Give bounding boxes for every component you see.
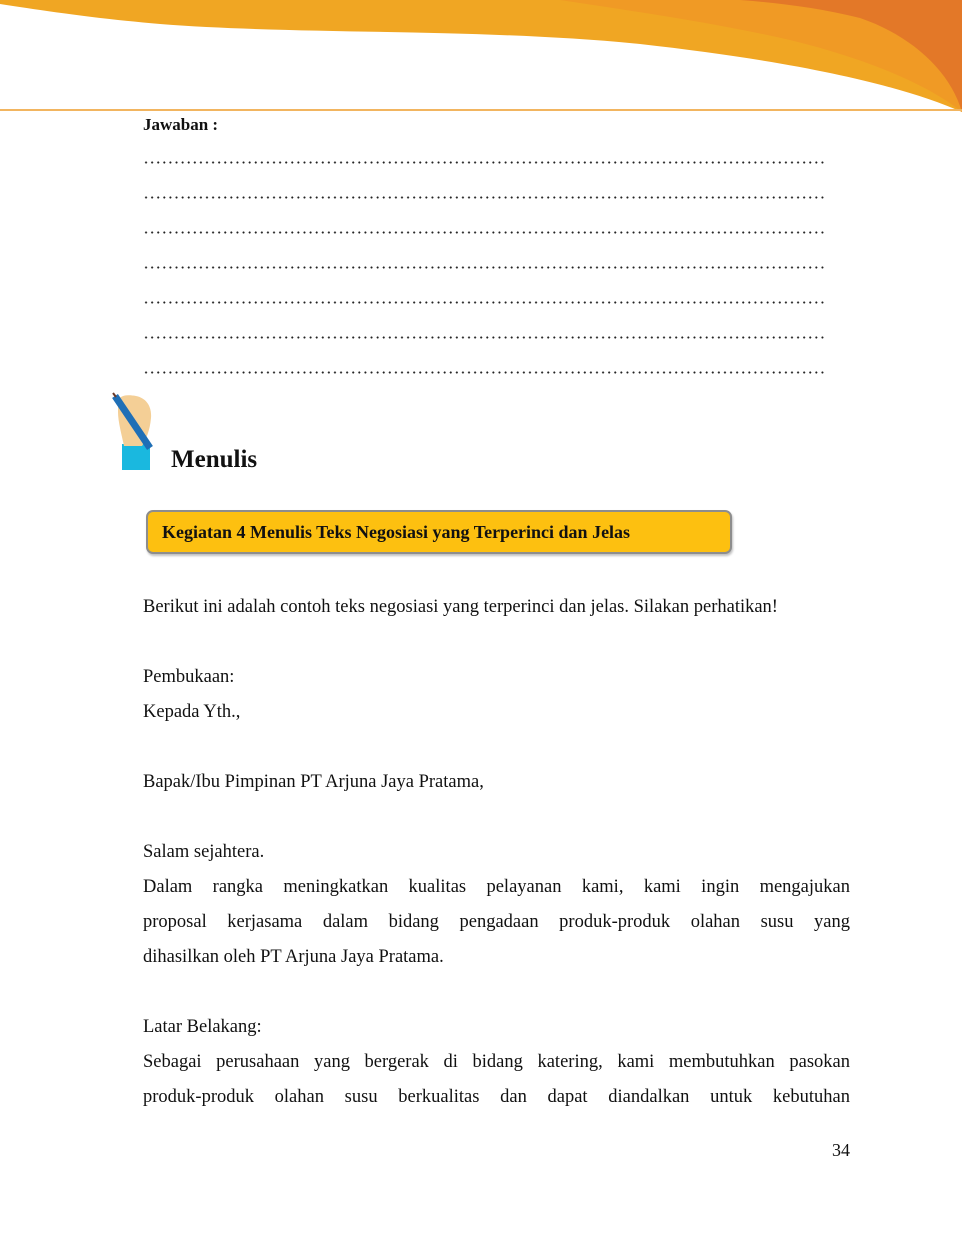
page-number: 34: [832, 1140, 850, 1160]
intro-text: Berikut ini adalah contoh teks negosiasi yang terperinci dan jelas. Silakan perhatikan!: [143, 597, 778, 617]
activity-banner: [146, 510, 732, 554]
section-title: Menulis: [171, 446, 258, 473]
addressee: Bapak/Ibu Pimpinan PT Arjuna Jaya Pratama,: [143, 772, 484, 792]
writing-hand-pencil-icon: [112, 392, 154, 472]
opening-paragraph-line: dihasilkan oleh PT Arjuna Jaya Pratama.: [143, 947, 444, 967]
opening-paragraph-line: Dalam rangka meningkatkan kualitas pelayanan kami, kami ingin mengajukan: [143, 877, 850, 897]
latar-heading: Latar Belakang:: [143, 1017, 262, 1037]
answer-blank-line[interactable]: [143, 301, 827, 304]
header-rule: [0, 109, 962, 111]
header-decoration: [0, 0, 962, 112]
opening-paragraph-line: proposal kerjasama dalam bidang pengadaan produk-produk olahan susu yang: [143, 912, 850, 932]
salutation: Kepada Yth.,: [143, 702, 241, 722]
answer-blank-line[interactable]: [143, 196, 827, 199]
latar-paragraph-line: Sebagai perusahaan yang bergerak di bidang katering, kami membutuhkan pasokan: [143, 1052, 850, 1072]
answer-blank-line[interactable]: [143, 231, 827, 234]
answer-blank-line[interactable]: [143, 336, 827, 339]
activity-banner-label: Kegiatan 4 Menulis Teks Negosiasi yang Terperinci dan Jelas: [162, 522, 631, 542]
latar-paragraph-line: produk-produk olahan susu berkualitas dan dapat diandalkan untuk kebutuhan: [143, 1087, 850, 1107]
greeting: Salam sejahtera.: [143, 842, 265, 862]
answer-blank-line[interactable]: [143, 266, 827, 269]
answer-label: Jawaban :: [143, 115, 219, 134]
answer-blank-line[interactable]: [143, 371, 827, 374]
pembukaan-heading: Pembukaan:: [143, 667, 235, 687]
answer-blank-line[interactable]: [143, 161, 827, 164]
